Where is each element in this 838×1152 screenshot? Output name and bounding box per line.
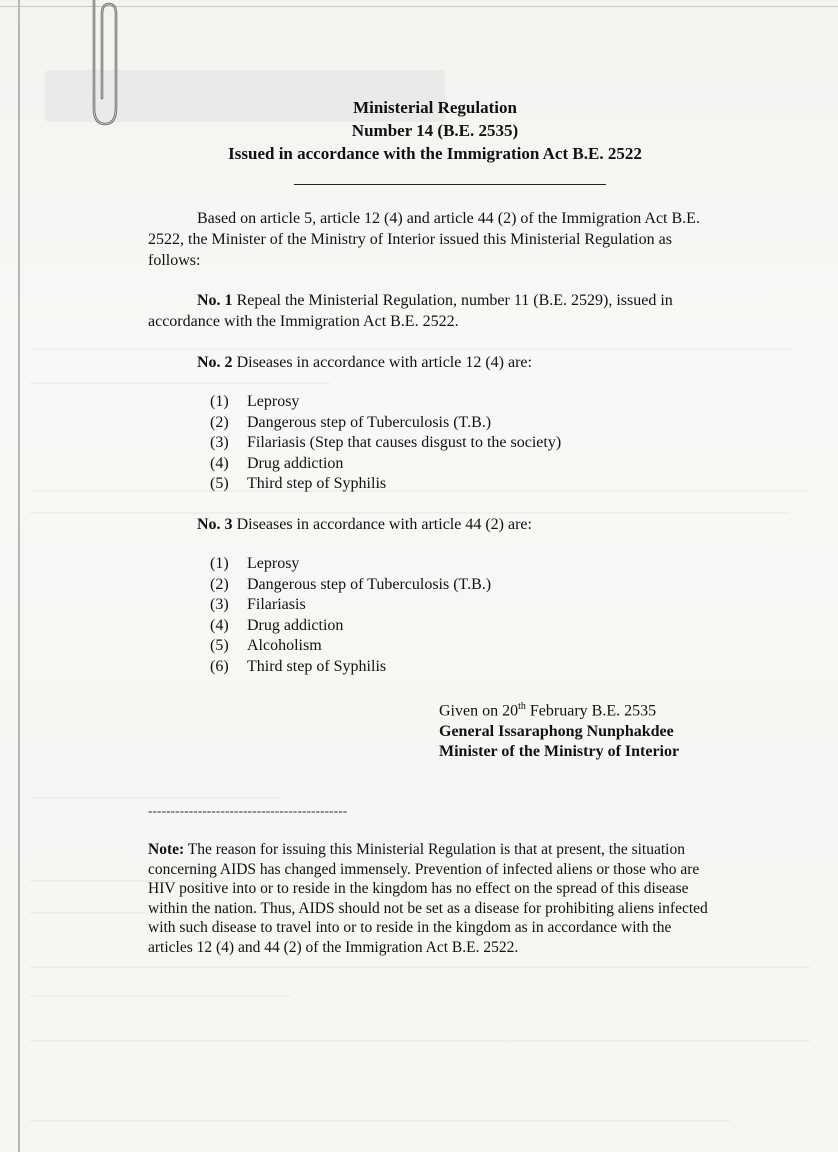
article-1-label: No. 1 xyxy=(197,292,233,309)
signature-block xyxy=(439,697,679,763)
title-line-3: Issued in accordance with the Immigration Act B.E. 2522 xyxy=(228,144,642,163)
title-line-2: Number 14 (B.E. 2535) xyxy=(351,121,519,140)
paperclip-icon xyxy=(80,0,120,130)
note-text: The reason for issuing this Ministerial Regulation is that at present, the situation concerning AIDS has changed immensely. Prevention of infected aliens or those who are HIV positive into or to reside in the kingdom has no effect on the spread of this disease within the nation. Thus, AIDS should not be set as a disease for prohibiting aliens infected with such disease to travel into or to reside in the kingdom as in accordance with the articles 12 (4) and 44 (2) of the Immigration Act B.E. 2522. xyxy=(148,841,708,956)
intro-paragraph: Based on article 5, article 12 (4) and article 44 (2) of the Immigration Act B.E. 2522, the Minister of the Ministry of Interior issued this Ministerial Regulation as follows: xyxy=(148,210,700,269)
list-item: (1) Leprosy xyxy=(210,555,300,572)
title-divider xyxy=(294,184,606,185)
list-item: (2) Dangerous step of Tuberculosis (T.B.) xyxy=(210,413,492,431)
dashed-separator: -------------------------------------------- xyxy=(148,803,348,818)
given-date: Given on 20th February B.E. 2535 xyxy=(439,701,657,720)
article-2-text: Diseases in accordance with article 12 (4) are: xyxy=(232,354,532,371)
note-label: Note: xyxy=(148,841,185,858)
list-item: (5) Alcoholism xyxy=(210,637,322,654)
list-item: (3) Filariasis xyxy=(210,596,306,613)
list-item: (2) Dangerous step of Tuberculosis (T.B.) xyxy=(210,575,492,593)
page-edge xyxy=(18,0,20,1152)
document-title xyxy=(150,96,720,165)
page-top-edge xyxy=(0,6,838,7)
list-item: (5) Third step of Syphilis xyxy=(210,475,387,492)
list-item: (4) Drug addiction xyxy=(210,616,344,634)
signatory-name: General Issaraphong Nunphakdee xyxy=(439,722,674,740)
article-1-paragraph xyxy=(148,290,708,332)
signatory-position: Minister of the Ministry of Interior xyxy=(439,743,680,761)
list-item: (3) Filariasis (Step that causes disgust to the society) xyxy=(210,434,562,451)
list-item: (4) Drug addiction xyxy=(210,454,344,472)
list-item: (1) Leprosy xyxy=(210,393,300,410)
article-3-label: No. 3 xyxy=(197,516,233,533)
article-3-text: Diseases in accordance with article 44 (2) are: xyxy=(232,516,532,533)
note-paragraph xyxy=(148,840,714,958)
article-2-heading xyxy=(197,352,532,373)
article-3-heading xyxy=(197,514,532,535)
article-1-text: Repeal the Ministerial Regulation, number 11 (B.E. 2529), issued in accordance with the Immigration Act B.E. 2522. xyxy=(148,292,673,330)
list-item: (6) Third step of Syphilis xyxy=(210,657,387,675)
title-line-1: Ministerial Regulation xyxy=(353,98,517,117)
article-2-label: No. 2 xyxy=(197,354,233,371)
article-3-disease-list xyxy=(210,554,491,677)
article-2-disease-list xyxy=(210,392,561,495)
